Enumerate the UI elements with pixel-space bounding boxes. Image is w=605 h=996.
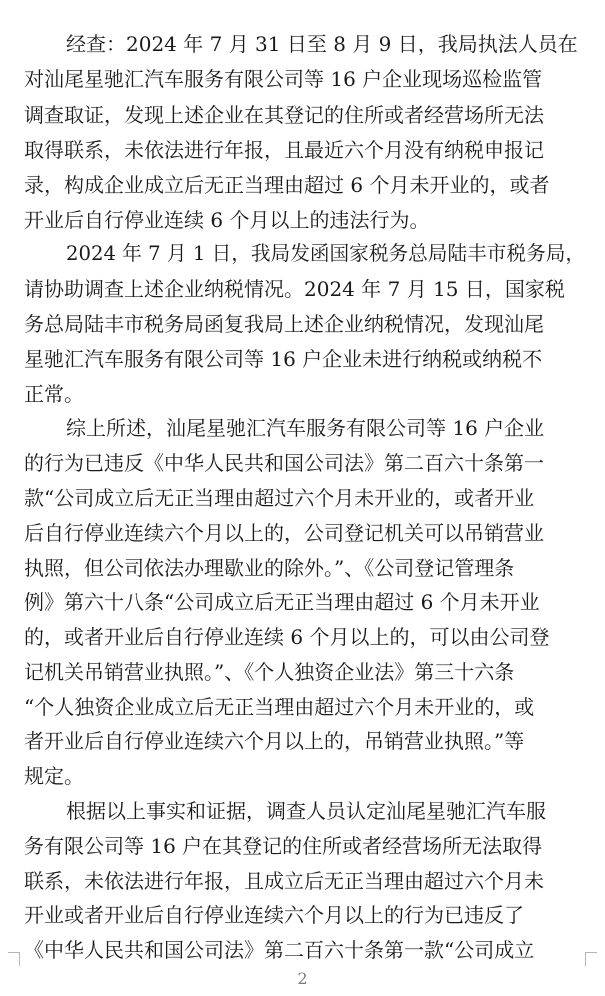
text-line: 2024 年 7 月 1 日，我局发函国家税务总局陆丰市税务局， [66, 242, 586, 265]
text-line: 正常。 [24, 382, 84, 406]
text-line: 对汕尾星驰汇汽车服务有限公司等 16 户企业现场巡检监管 [24, 67, 543, 91]
text-line: 开业或者开业后自行停业连续六个月以上的行为已违反了 [24, 903, 524, 927]
text-line: 后自行停业连续六个月以上的，公司登记机关可以吊销营业 [24, 521, 544, 545]
text-line: 《中华人民共和国公司法》第二百六十条第一款“公司成立 [24, 938, 535, 962]
text-line: 款“公司成立后无正当理由超过六个月未开业的，或者开业 [24, 486, 535, 510]
text-line: 调查取证，发现上述企业在其登记的住所或者经营场所无法 [24, 103, 544, 127]
text-line: 者开业后自行停业连续六个月以上的，吊销营业执照。”等 [24, 729, 525, 753]
text-line: 录，构成企业成立后无正当理由超过 6 个月未开业的，或者 [24, 173, 550, 197]
text-line: 联系，未依法进行年报，且成立后无正当理由超过六个月未 [24, 869, 544, 893]
text-line: 的，或者开业后自行停业连续 6 个月以上的，可以由公司登 [24, 625, 550, 649]
text-line: 例》第六十八条“公司成立后无正当理由超过 6 个月未开业 [24, 590, 540, 614]
crop-mark-left [8, 952, 20, 966]
text-line: “个人独资企业成立后无正当理由超过六个月未开业的，或 [24, 695, 535, 719]
text-line: 开业后自行停业连续 6 个月以上的违法行为。 [24, 208, 430, 232]
text-line: 规定。 [24, 764, 84, 788]
crop-mark-right [585, 952, 597, 966]
page-number: 2 [297, 969, 308, 988]
text-line: 根据以上事实和证据，调查人员认定汕尾星驰汇汽车服 [66, 799, 546, 823]
text-line: 综上所述，汕尾星驰汇汽车服务有限公司等 16 户企业 [66, 416, 545, 440]
text-line: 取得联系，未依法进行年报，且最近六个月没有纳税申报记 [24, 138, 544, 162]
text-line: 请协助调查上述企业纳税情况。2024 年 7 月 15 日，国家税 [24, 277, 565, 301]
text-line: 星驰汇汽车服务有限公司等 16 户企业未进行纳税或纳税不 [24, 347, 543, 371]
text-line: 务总局陆丰市税务局函复我局上述企业纳税情况，发现汕尾 [24, 312, 544, 336]
text-line: 务有限公司等 16 户在其登记的住所或者经营场所无法取得 [24, 834, 543, 858]
text-line: 执照，但公司依法办理歇业的除外。”、《公司登记管理条 [24, 556, 515, 580]
text-line: 经查：2024 年 7 月 31 日至 8 月 9 日，我局执法人员在 [66, 32, 578, 56]
text-line: 记机关吊销营业执照。”、《个人独资企业法》第三十六条 [24, 660, 515, 684]
text-line: 的行为已违反《中华人民共和国公司法》第二百六十条第一 [24, 451, 544, 475]
